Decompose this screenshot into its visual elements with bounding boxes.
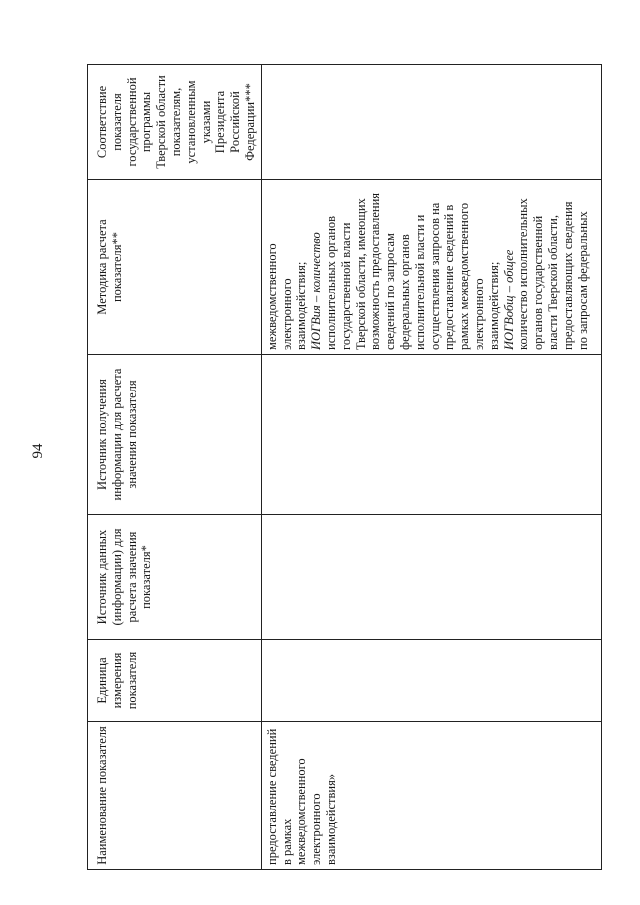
cell-calculation-method [261,180,601,355]
method-line: электронного [279,278,294,350]
cell-indicator-name: предоставление сведений в рамках межведомственного электронного взаимодействия» [261,722,601,870]
method-line: исполнительных органов [323,215,338,350]
method-line: взаимодействия; [486,261,501,350]
table-header-row [88,65,262,870]
method-line: власти Тверской области, [545,215,560,350]
indicator-table [87,64,602,870]
method-line: ИОГВобщ – общее [501,249,516,350]
method-line: предоставление сведений в [442,204,457,350]
header-data-source: Источник данных (информации) для расчета значения показателя* [88,515,262,640]
table-row [261,65,601,870]
cell-unit [261,640,601,722]
indicator-table-container [87,65,602,870]
method-line: федеральных органов [397,234,412,350]
page-number: 94 [30,443,46,459]
method-line: рамках межведомственного [457,202,472,350]
header-calculation-method: Методика расчета показателя** [88,180,262,355]
method-line: предоставляющих сведения [560,201,575,350]
method-line: электронного [471,278,486,350]
method-line: взаимодействия; [294,261,309,350]
method-line: количество исполнительных [516,198,531,350]
cell-data-source [261,515,601,640]
method-line: осуществления запросов на [427,202,442,350]
header-presidential-compliance: Соответствие показателя государственной программы Тверской области показателям, установленным указами Президента Российской Федерации*** [88,65,262,180]
header-unit: Единица измерения показателя [88,640,262,722]
method-line: сведений по запросам [383,233,398,350]
method-line: исполнительной власти и [412,214,427,350]
method-line: ИОГВия – количество [309,232,324,350]
cell-info-source [261,355,601,515]
method-line: возможность предоставления [368,192,383,350]
method-line: Тверской области, имеющих [353,198,368,350]
method-line: по запросам федеральных [575,211,590,350]
method-line: межведомственного [264,243,279,350]
header-info-source: Источник получения информации для расчета значения показателя [88,355,262,515]
method-line: государственной власти [338,222,353,350]
cell-presidential-compliance [261,65,601,180]
header-indicator-name: Наименование показателя [88,722,262,870]
method-line: органов государственной [531,215,546,350]
